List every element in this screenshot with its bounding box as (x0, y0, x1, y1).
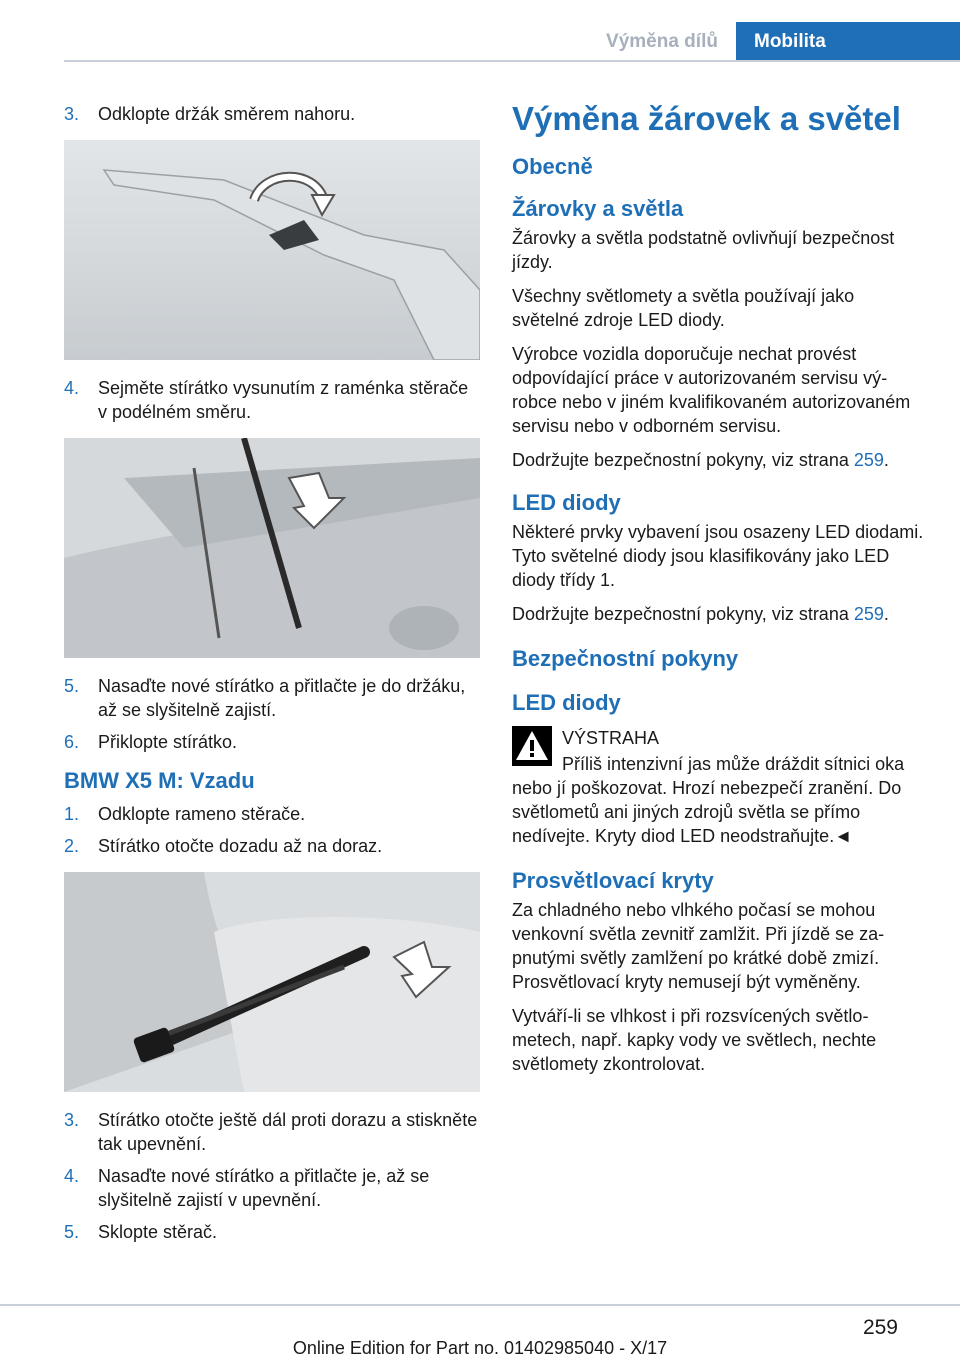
footer-divider (0, 1304, 960, 1306)
list-item (64, 802, 480, 826)
list-item (64, 1108, 480, 1156)
step-number: 3. (64, 104, 80, 124)
reference-text: Dodržujte bezpečnostní pokyny, viz strana (512, 604, 854, 624)
led-heading: LED diody (512, 490, 621, 515)
page-number: 259 (862, 1316, 898, 1339)
paragraph: Některé prvky vybavení jsou osazeny LED diodami. Tyto světelné diody jsou klasifikovány jako LED diody třídy 1. (512, 522, 924, 590)
step-number: 4. (64, 378, 80, 398)
rear-wiper-illustration (64, 872, 480, 1092)
led-heading-2: LED diody (512, 690, 621, 715)
reference-text: Dodržujte bezpečnostní pokyny, viz strana (512, 450, 854, 470)
step-text: Sejměte stírátko vysunutím z raménka stěrače v podélném směru. (98, 378, 469, 422)
step-number: 2. (64, 836, 80, 856)
step-number: 1. (64, 804, 80, 824)
safety-heading: Bezpečnostní pokyny (512, 646, 739, 671)
list-item (64, 1220, 480, 1244)
step-text: Stírátko otočte dozadu až na doraz. (98, 836, 383, 856)
step-number: 6. (64, 732, 80, 752)
bulbs-heading: Žárovky a světla (512, 196, 684, 221)
section-tab[interactable]: Výměna dílů (606, 31, 718, 52)
step-text: Nasaďte nové stírátko a přitlačte je, až se slyšitelně zajistí v upevnění. (98, 1166, 430, 1210)
right-column (512, 98, 924, 1086)
paragraph: Všechny světlomety a světla používají jako světelné zdroje LED diody. (512, 286, 855, 330)
header-divider (64, 60, 960, 62)
general-heading: Obecně (512, 154, 593, 179)
step-text: Odklopte držák směrem nahoru. (98, 104, 356, 124)
safety-reference: Dodržujte bezpečnostní pokyny, viz strana 259. (512, 450, 889, 470)
rear-wiper-heading: BMW X5 M: Vzadu (64, 768, 255, 793)
list-item (64, 730, 480, 754)
step-text: Odklopte rameno stěrače. (98, 804, 306, 824)
warning-text: Příliš intenzivní jas může dráždit sítnici oka nebo jí poškozovat. Hrozí nebezpečí zranění. Do světlometů ani jiných zdrojů světla se přímo nedívejte. Kryty diod LED neodstraňujte.◄ (512, 754, 905, 846)
left-column (64, 102, 480, 1252)
paragraph: Vytváří-li se vlhkost i při rozsvícených světlometech, např. kapky vody ve světlech, nechte světlomety zkontrolovat. (512, 1006, 877, 1074)
step-text: Stírátko otočte ještě dál proti dorazu a stiskněte tak upevnění. (98, 1110, 478, 1154)
page-link[interactable]: 259 (853, 450, 884, 470)
paragraph: Za chladného nebo vlhkého počasí se mohou venkovní světla zevnitř zamlžit. Při jízdě se zapnutými světly zamlžení po krátké době zmizí. Prosvětlovací kryty nemusejí být vyměněny. (512, 900, 885, 992)
list-item (64, 674, 480, 722)
warning-triangle-icon (512, 726, 552, 766)
safety-reference: Dodržujte bezpečnostní pokyny, viz strana 259. (512, 604, 889, 624)
step-text: Nasaďte nové stírátko a přitlačte je do držáku, až se slyšitelně zajistí. (98, 676, 466, 720)
covers-heading: Prosvětlovací kryty (512, 868, 714, 893)
page-title: Výměna žárovek a světel (512, 100, 901, 137)
wiper-holder-illustration (64, 140, 480, 360)
step-text: Přiklopte stírátko. (98, 732, 238, 752)
warning-label: VÝSTRAHA (562, 728, 660, 748)
list-item (64, 834, 480, 858)
chapter-tab[interactable]: Mobilita (736, 22, 960, 62)
edition-footer: Online Edition for Part no. 01402985040 - X/17 (292, 1338, 668, 1358)
paragraph: Výrobce vozidla doporučuje nechat provést odpovídající práce v autorizovaném servisu výrobce nebo v jiném kvalifikovaném autorizovaném servisu nebo v odborném servisu. (512, 344, 911, 436)
step-number: 5. (64, 1222, 80, 1242)
step-number: 3. (64, 1110, 80, 1130)
step-number: 5. (64, 676, 80, 696)
warning-block (512, 726, 924, 848)
list-item (64, 102, 480, 126)
step-number: 4. (64, 1166, 80, 1186)
page-link[interactable]: 259 (853, 604, 884, 624)
list-item (64, 1164, 480, 1212)
paragraph: Žárovky a světla podstatně ovlivňují bezpečnost jízdy. (512, 228, 895, 272)
wiper-removal-illustration (64, 438, 480, 658)
step-text: Sklopte stěrač. (98, 1222, 218, 1242)
list-item (64, 376, 480, 424)
